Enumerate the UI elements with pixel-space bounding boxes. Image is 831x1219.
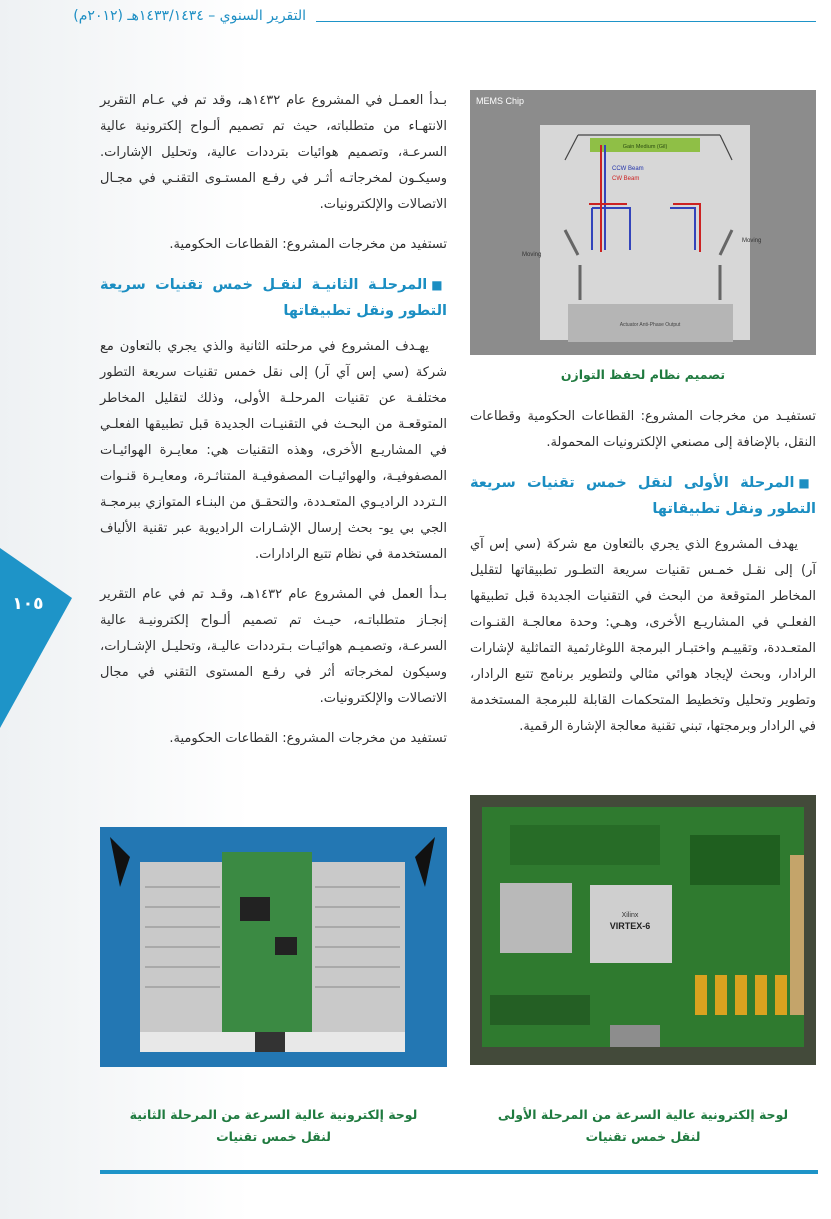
virtex-board-image bbox=[470, 795, 816, 1065]
right-column-text bbox=[470, 404, 816, 754]
section2-title: المرحلـة الثانيـة لنقـل خمس تقنيات سريعة التطور ونقل تطبيقاتها bbox=[100, 277, 447, 319]
virtex-board-photo bbox=[470, 795, 816, 1065]
moving-right-label: Moving bbox=[742, 238, 762, 244]
cw-beam-label: CW Beam bbox=[612, 176, 640, 182]
header-rule bbox=[316, 21, 816, 22]
figure2-caption: لوحة إلكترونية عالية السرعة من المرحلة الأولى لنقل خمس تقنيات bbox=[497, 1107, 789, 1144]
mems-chip-label: MEMS Chip bbox=[476, 96, 525, 106]
page-number-tab bbox=[0, 548, 72, 728]
mems-chip-figure bbox=[470, 90, 816, 355]
moving-left-label: Moving bbox=[522, 252, 542, 258]
square-bullet-icon: ■ bbox=[431, 278, 447, 292]
ccw-beam-label: CCW Beam bbox=[612, 166, 644, 172]
section2-heading bbox=[100, 272, 447, 324]
phase2-board-image bbox=[100, 827, 447, 1067]
left-paragraph-1: بـدأ العمـل في المشروع عام ١٤٣٢هـ، وقد تم في عـام التقرير الانتهـاء من متطلباته، حيث تم تصميم ألـواح إلكترونية عالية السرعـة، وتصميم هوائيات بترددات عالية، وتحليل الإشارات. وسيكـون لمخرجاتـه أثـر في رفـع المستـوى التقنـي في مجـال الاتصالات والإلكترونيات. bbox=[100, 93, 447, 212]
chip-brand: Xilinx bbox=[621, 912, 639, 919]
figure1-caption: تصميم نظام لحفظ التوازن bbox=[560, 367, 726, 382]
mems-diagram bbox=[470, 90, 816, 355]
square-bullet-icon: ■ bbox=[798, 476, 816, 490]
figure3-caption: لوحة إلكترونية عالية السرعة من المرحلة الثانية لنقل خمس تقنيات bbox=[129, 1107, 418, 1144]
left-paragraph-5: تستفيد من مخرجات المشروع: القطاعات الحكومية. bbox=[169, 731, 447, 746]
left-paragraph-2: تستفيد من مخرجات المشروع: القطاعات الحكومية. bbox=[169, 237, 447, 252]
page-number: ١٠٥ bbox=[12, 594, 44, 614]
left-paragraph-4: بـدأ العمل في المشروع عام ١٤٣٢هـ، وقـد تم في عام التقرير إنجـاز متطلباتـه، حيـث تم تصميم ألـواح إلكترونيـة عالية السرعـة، وتصميـم هوائيـات بـترددات عاليـة، وتحليـل الإشـارات، وسيكون لمخرجاته أثر في رفـع المستوى التقني في مجال الاتصالات والإلكترونيات. bbox=[100, 587, 447, 706]
right-paragraph-2: يهدف المشروع الذي يجري بالتعاون مع شركة (سي إس آي آر) إلى نقـل خمـس تقنيات سريعة التطـور تطبيقاتها لتقليل المخاطر المتوقعة من البحث في التقنيات الجديدة قبل تطبيقها الفعلـي في المشاريـع الأخرى، وهـي: وحدة معالجـة القنـوات المتعـددة، وتقييـم واختبـار البرمجة اللوغارثمية التماثلية لإشارات الرادار، وبحث لإيجاد هوائي مثالي ولتطوير برنامج تتبع الرادار، وتطوير وتحليل وتخطيط المتحكمات القابلة للبرمجة المستخدمة في الرادار وبرمجتها، تبني تقنية معالجة الإشارة الرقمية. bbox=[470, 537, 816, 734]
gain-medium-label: Gain Medium (Gil) bbox=[622, 144, 668, 150]
report-header-title: التقرير السنوي – ١٤٣٣/١٤٣٤هـ (٢٠١٢م) bbox=[73, 8, 306, 24]
section1-heading bbox=[470, 470, 816, 522]
left-paragraph-3: يهـدف المشروع في مرحلته الثانية والذي يجري بالتعاون مع شركة (سي إس آي آر) إلى نقل خمس تقنيات سريعة التطور مختلفـة عن تقنيات المرحلـة الأولى، وذلك لتقليل المخاطر المتوقعـة من البحـث في التقنيـات الجديدة قبل تطبيقها الفعلـي في المشاريـع الأخرى، وهذه التقنيات هي: معايـرة الهوائيـات المصفوفيـة، والهوائيـات المصفوفيـة المتناثـرة، ومعايـرة قنـوات الـتردد الراديـوي المتعـددة، والتحقـق من البنـاء المتوازي ببرمجـة الجي بي يو- بحث إرسال الإشـارات الراديوية عبر تقنية الألياف المستخدمة في نظام تتبع الرادارات. bbox=[100, 339, 447, 562]
phase2-board-photo bbox=[100, 827, 447, 1067]
chip-name: VIRTEX-6 bbox=[609, 921, 651, 931]
section1-title: المرحلة الأولى لنقل خمس تقنيات سريعة التطور ونقل تطبيقاتها bbox=[470, 475, 816, 517]
footer-rule bbox=[100, 1170, 818, 1174]
actuator-label: Actuator Anti-Phase Output bbox=[619, 322, 681, 328]
left-column-text bbox=[100, 88, 447, 766]
right-paragraph-1: تستفيـد من مخرجات المشروع: القطاعات الحكومية وقطاعات النقل، بالإضافة إلى مصنعي الإلكترونيات المحمولة. bbox=[470, 409, 816, 450]
